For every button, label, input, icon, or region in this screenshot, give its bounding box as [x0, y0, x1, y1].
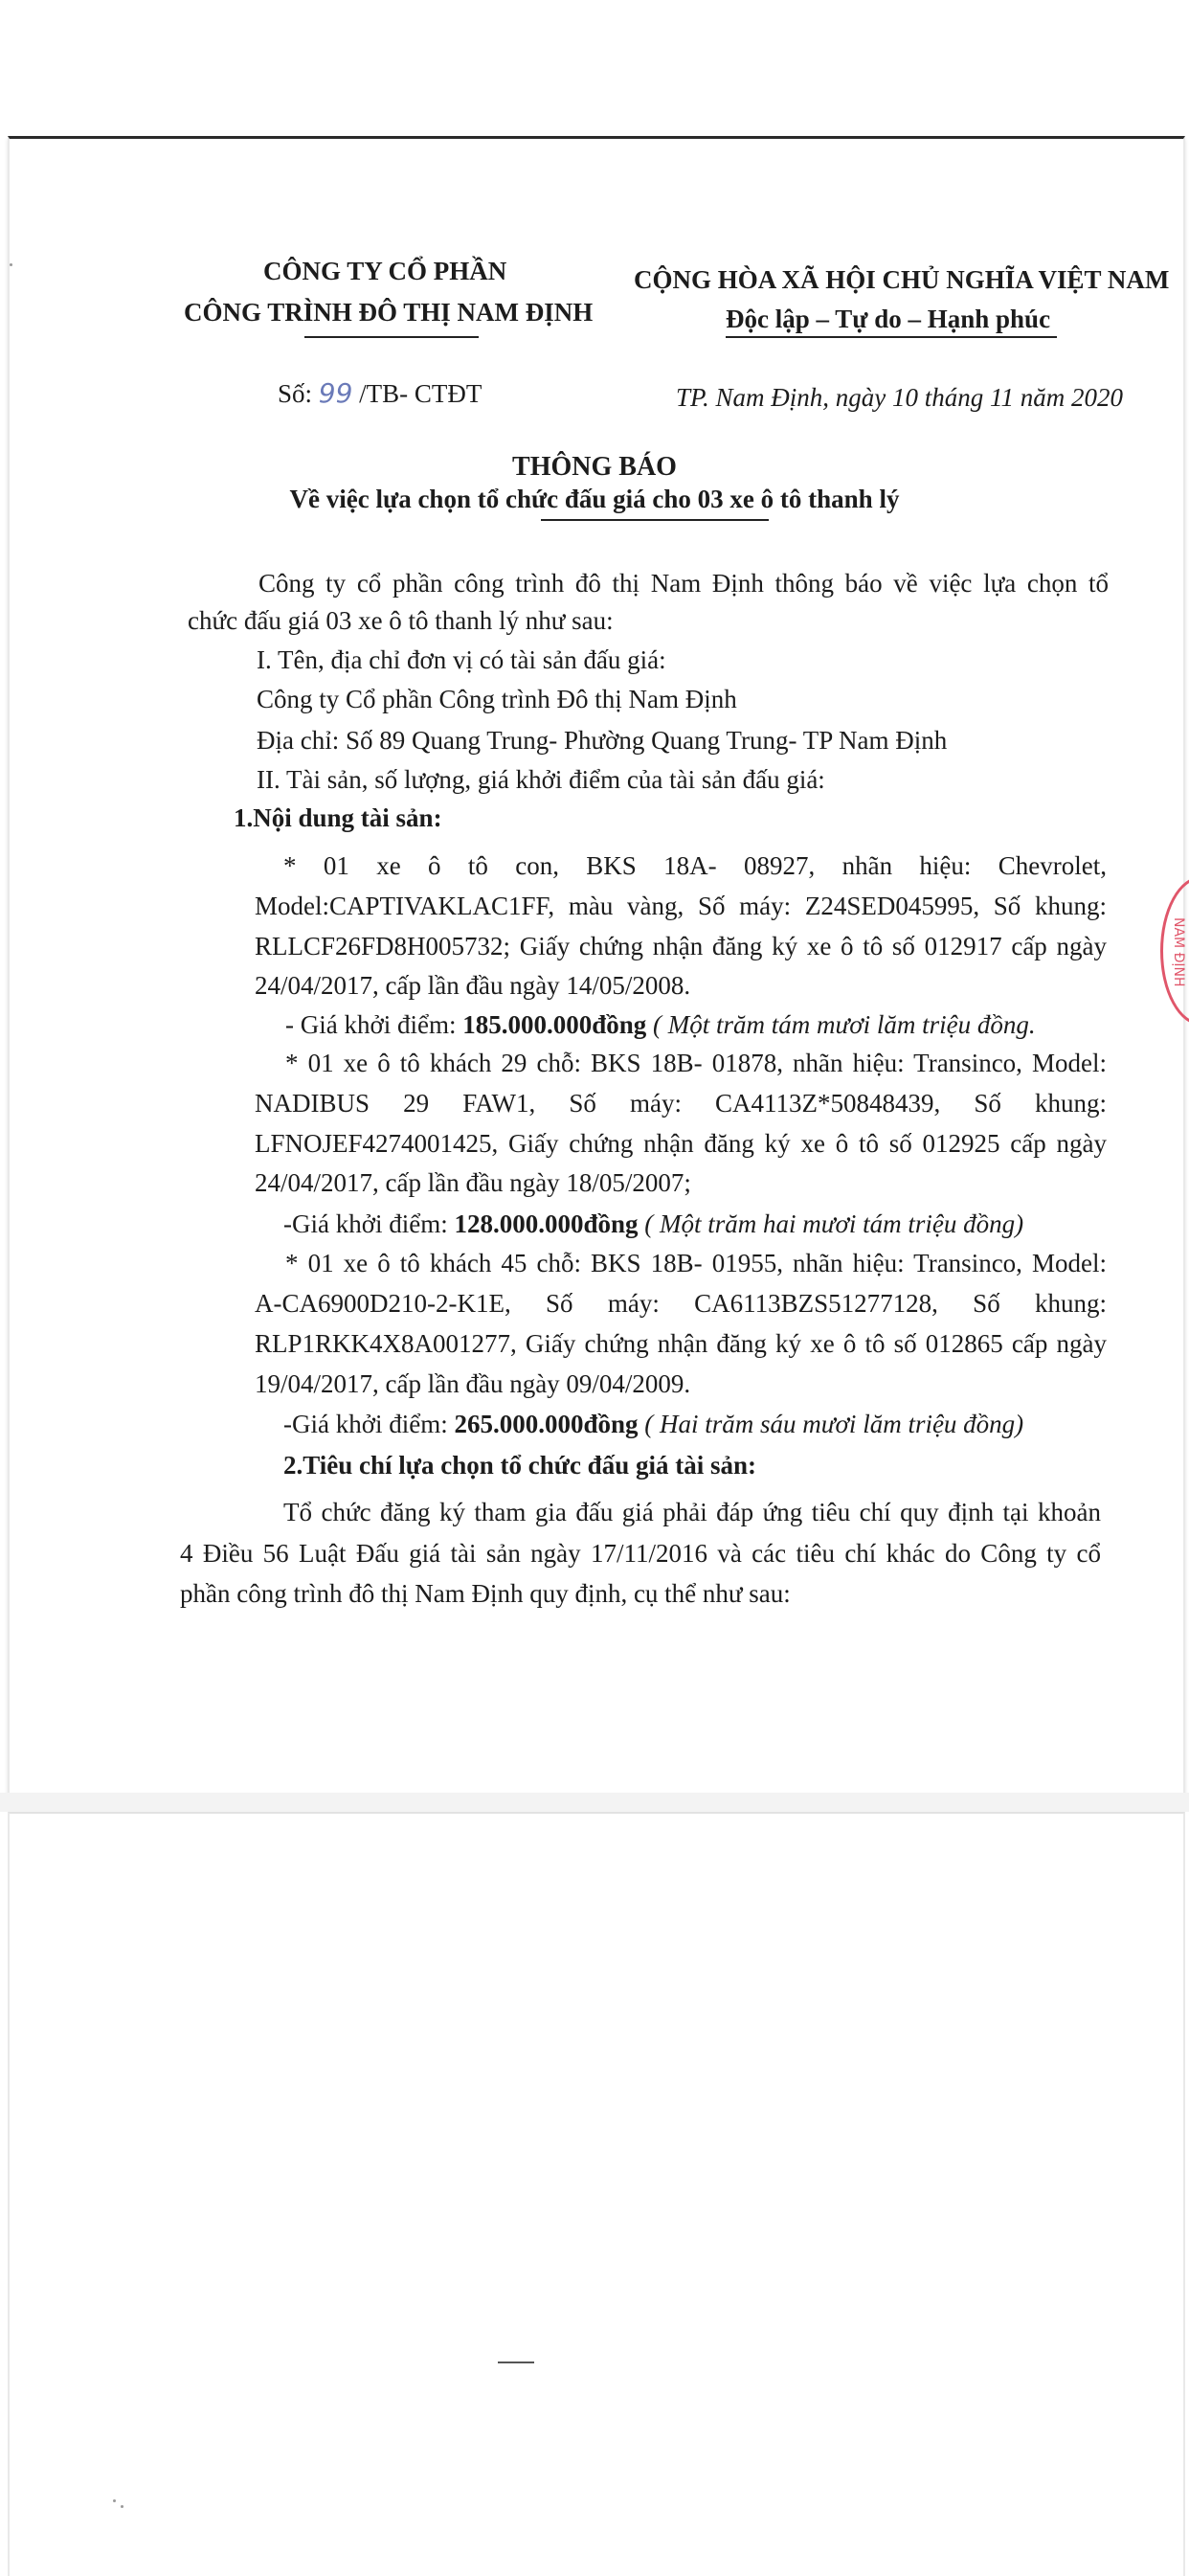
handwritten-number: 99	[318, 377, 353, 409]
car-1-line-2: Model:CAPTIVAKLAC1FF, màu vàng, Số máy: Z24SED045995, Số khung:	[255, 892, 1107, 920]
section-2-heading: II. Tài sản, số lượng, giá khởi điểm của tài sản đấu giá:	[257, 765, 825, 794]
car-2-price-words: ( Một trăm hai mươi tám triệu đồng)	[638, 1209, 1024, 1238]
car-1-price-value: 185.000.000đồng	[462, 1010, 647, 1039]
document-number	[278, 377, 482, 409]
car-3-line-1: * 01 xe ô tô khách 45 chỗ: BKS 18B- 01955, nhãn hiệu: Transinco, Model:	[285, 1249, 1107, 1277]
intro-line-1: Công ty cổ phần công trình đô thị Nam Định thông báo về việc lựa chọn tổ	[258, 569, 1109, 598]
motto-underline	[726, 336, 1057, 338]
car-3-price-label: -Giá khởi điểm:	[283, 1410, 455, 1438]
criteria-line-2: 4 Điều 56 Luật Đấu giá tài sản ngày 17/11/2016 và các tiêu chí khác do Công ty cổ	[180, 1539, 1101, 1568]
owner-address: Địa chỉ: Số 89 Quang Trung- Phường Quang Trung- TP Nam Định	[257, 726, 948, 755]
car-2-price-label: -Giá khởi điểm:	[283, 1209, 455, 1238]
car-3-line-4: 19/04/2017, cấp lần đầu ngày 09/04/2009.	[255, 1369, 691, 1398]
car-2-line-3: LFNOJEF4274001425, Giấy chứng nhận đăng ký xe ô tô số 012925 cấp ngày	[255, 1129, 1107, 1158]
page-gap	[0, 1793, 1189, 1812]
section-1-heading: I. Tên, địa chỉ đơn vị có tài sản đấu giá:	[257, 645, 666, 674]
car-3-price-words: ( Hai trăm sáu mươi lăm triệu đồng)	[638, 1410, 1024, 1438]
asset-content-heading: 1.Nội dung tài sản:	[234, 803, 442, 832]
page-2-dash-mark	[498, 2361, 534, 2363]
selection-criteria-heading: 2.Tiêu chí lựa chọn tổ chức đấu giá tài sản:	[283, 1451, 756, 1480]
car-1-line-3: RLLCF26FD8H005732; Giấy chứng nhận đăng ký xe ô tô số 012917 cấp ngày	[255, 932, 1107, 960]
car-3-line-3: RLP1RKK4X8A001277, Giấy chứng nhận đăng ký xe ô tô số 012865 cấp ngày	[255, 1329, 1107, 1358]
red-seal-stamp: NAM ĐỊNH	[1160, 876, 1189, 1026]
car-1-line-1: * 01 xe ô tô con, BKS 18A- 08927, nhãn hiệu: Chevrolet,	[283, 851, 1107, 880]
car-3-line-2: A-CA6900D210-2-K1E, Số máy: CA6113BZS51277128, Số khung:	[255, 1289, 1107, 1318]
notice-title: THÔNG BÁO	[512, 452, 677, 482]
number-suffix: /TB- CTĐT	[359, 379, 482, 408]
car-2-line-2: NADIBUS 29 FAW1, Số máy: CA4113Z*50848439, Số khung:	[255, 1089, 1107, 1118]
owner-name: Công ty Cổ phần Công trình Đô thị Nam Định	[257, 685, 737, 713]
criteria-line-1: Tổ chức đăng ký tham gia đấu giá phải đáp ứng tiêu chí quy định tại khoản	[283, 1498, 1101, 1526]
scan-speck	[113, 2499, 116, 2502]
place-and-date: TP. Nam Định, ngày 10 tháng 11 năm 2020	[676, 383, 1124, 412]
criteria-line-3: phần công trình đô thị Nam Định quy định, cụ thể như sau:	[180, 1579, 791, 1608]
company-name-line1: CÔNG TY CỔ PHẦN	[263, 257, 507, 285]
screen-top-area	[0, 0, 1189, 136]
car-1-line-4: 24/04/2017, cấp lần đầu ngày 14/05/2008.	[255, 971, 691, 1000]
republic-motto: Độc lập – Tự do – Hạnh phúc	[726, 305, 1051, 333]
company-name-line2: CÔNG TRÌNH ĐÔ THỊ NAM ĐỊNH	[184, 298, 594, 327]
car-1-price-label: - Giá khởi điểm:	[285, 1010, 463, 1039]
intro-line-2: chức đấu giá 03 xe ô tô thanh lý như sau:	[188, 606, 614, 635]
scan-speck	[121, 2505, 123, 2508]
car-3-price	[283, 1404, 1023, 1444]
car-2-price-value: 128.000.000đồng	[454, 1209, 639, 1238]
number-prefix: Số:	[278, 379, 313, 408]
car-3-price-value: 265.000.000đồng	[454, 1410, 639, 1438]
republic-title: CỘNG HÒA XÃ HỘI CHỦ NGHĨA VIỆT NAM	[634, 265, 1170, 294]
document-page-2	[8, 1812, 1185, 2576]
subtitle-underline	[541, 519, 769, 521]
car-1-price	[285, 1005, 1036, 1045]
car-2-price	[283, 1204, 1023, 1244]
notice-subtitle: Về việc lựa chọn tổ chức đấu giá cho 03 xe ô tô thanh lý	[289, 485, 900, 513]
car-2-line-1: * 01 xe ô tô khách 29 chỗ: BKS 18B- 01878, nhãn hiệu: Transinco, Model:	[285, 1049, 1107, 1077]
car-2-line-4: 24/04/2017, cấp lần đầu ngày 18/05/2007;	[255, 1168, 691, 1197]
company-underline	[304, 336, 479, 338]
car-1-price-words: ( Một trăm tám mươi lăm triệu đồng.	[646, 1010, 1036, 1039]
scan-speck	[10, 263, 12, 266]
